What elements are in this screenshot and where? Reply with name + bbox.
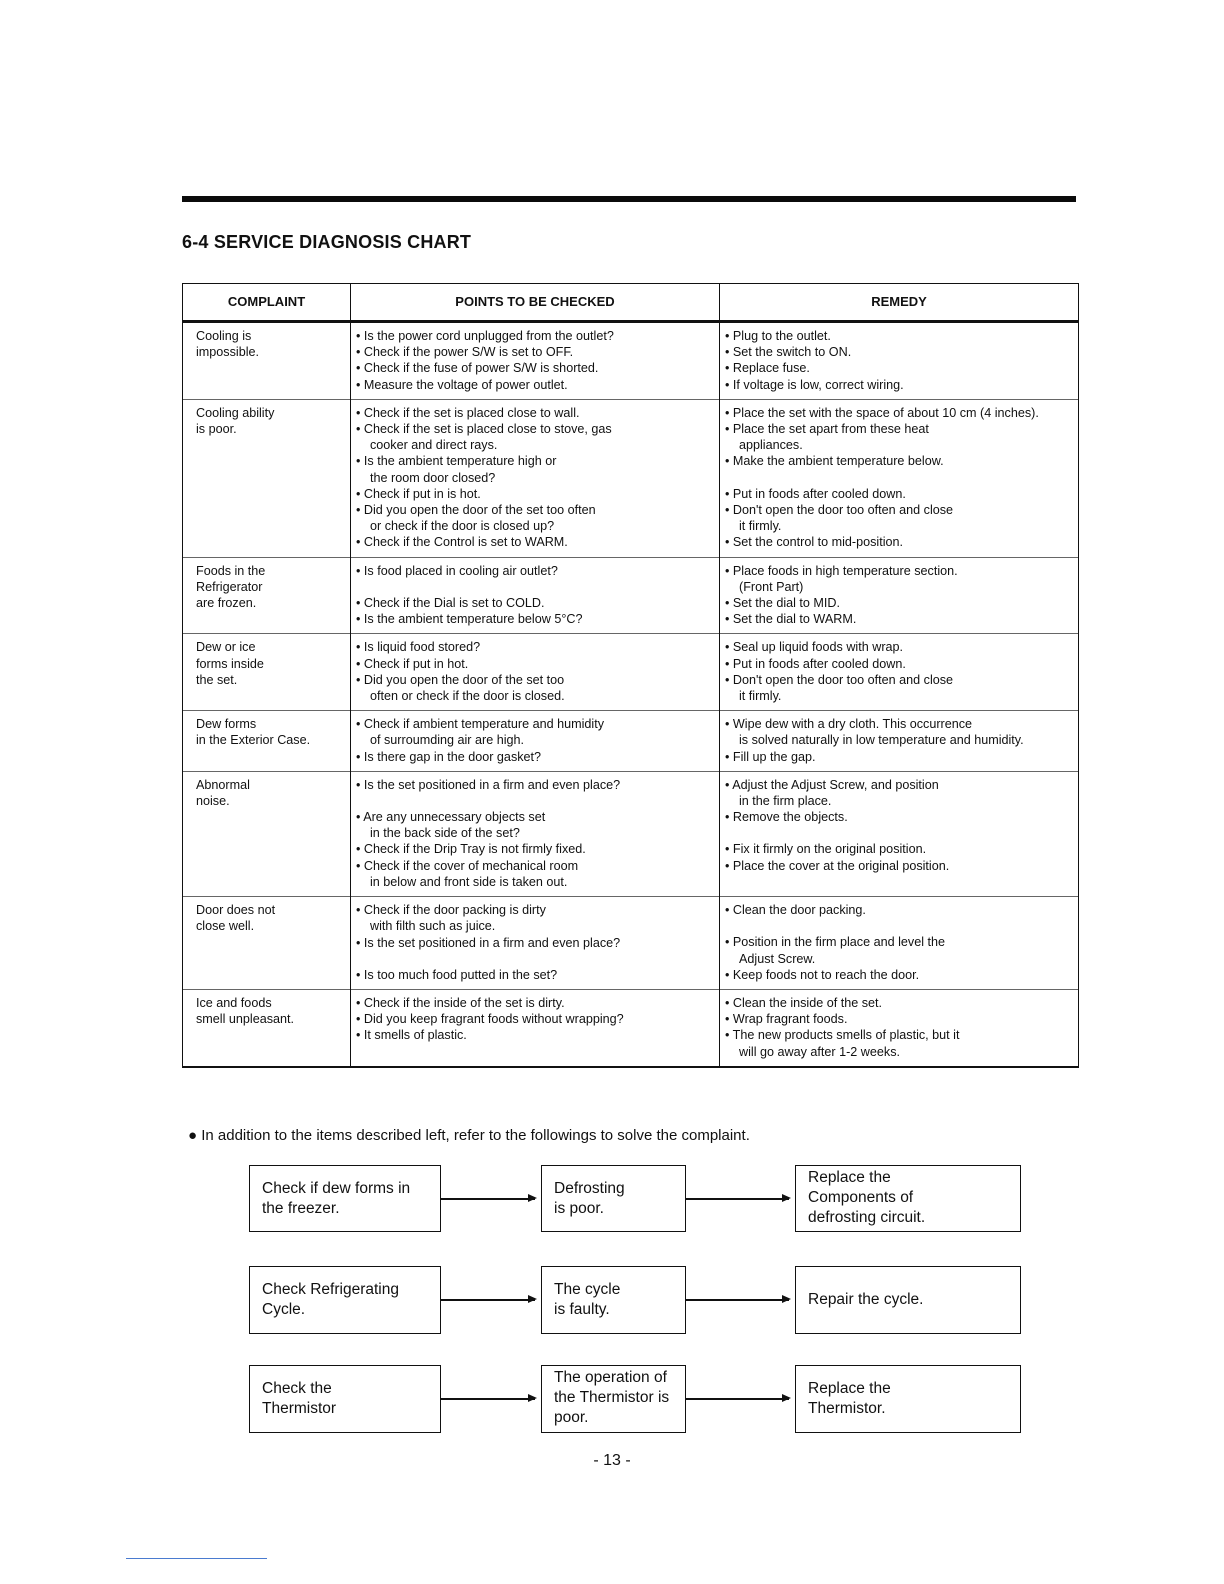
remedy-line: • Plug to the outlet.: [725, 329, 831, 343]
points-cell: [351, 557, 720, 634]
table-row: [183, 634, 1079, 711]
remedy-line: • Place foods in high temperature section.: [725, 563, 958, 578]
check-box-line: Check the: [262, 1380, 332, 1397]
remedy-line: • Put in foods after cooled down.: [725, 486, 906, 501]
complaint-line: smell unpleasant.: [196, 1012, 295, 1027]
remedy-line: • Set the switch to ON.: [725, 345, 852, 360]
remedy-line: • Set the control to mid-position.: [725, 535, 904, 550]
table-row: [183, 771, 1079, 896]
complaint-cell: [183, 634, 351, 711]
check-box: [249, 1365, 441, 1433]
remedy-line: [725, 825, 1072, 841]
points-line: • Is the ambient temperature below 5°C?: [356, 612, 583, 627]
points-line: • Check if the cover of mechanical room: [356, 858, 579, 873]
header-remedy: REMEDY: [720, 284, 1079, 322]
points-line: • Is the ambient temperature high or: [356, 454, 557, 469]
remedy-line: Adjust Screw.: [739, 951, 816, 966]
complaint-line: Cooling ability: [196, 405, 275, 420]
remedy-box-line: Replace the: [808, 1380, 891, 1397]
cause-box-line: poor.: [554, 1409, 589, 1426]
points-line: the room door closed?: [370, 470, 496, 485]
complaint-cell: [183, 557, 351, 634]
points-line: • Check if the fuse of power S/W is shorted.: [356, 361, 599, 376]
points-line: • It smells of plastic.: [356, 1028, 467, 1043]
table-row: [183, 322, 1079, 400]
check-box-line: Cycle.: [262, 1301, 306, 1318]
remedy-line: • Position in the firm place and level the: [725, 935, 946, 950]
complaint-cell: [183, 897, 351, 990]
table-row: [183, 399, 1079, 557]
complaint-line: Refrigerator: [196, 579, 263, 594]
remedy-line: • Keep foods not to reach the door.: [725, 967, 920, 982]
remedy-line: • Put in foods after cooled down.: [725, 656, 906, 671]
points-line: [356, 793, 713, 809]
remedy-line: • Set the dial to WARM.: [725, 612, 857, 627]
table-row: [183, 897, 1079, 990]
points-line: • Did you open the door of the set too often: [356, 503, 596, 518]
points-line: • Check if the Drip Tray is not firmly fixed.: [356, 842, 586, 857]
points-line: • Is too much food putted in the set?: [356, 967, 558, 982]
flow-arrow: [441, 1198, 535, 1200]
flow-arrow: [441, 1299, 535, 1301]
points-line: often or check if the door is closed.: [370, 689, 565, 704]
points-line: • Did you open the door of the set too: [356, 672, 565, 687]
remedy-box-line: Replace the: [808, 1169, 891, 1186]
complaint-line: is poor.: [196, 422, 237, 437]
complaint-line: noise.: [196, 794, 230, 809]
remedy-line: it firmly.: [739, 519, 782, 534]
complaint-line: Dew forms: [196, 717, 257, 732]
flow-arrow: [686, 1198, 789, 1200]
check-box-line: Check if dew forms in: [262, 1179, 411, 1197]
remedy-box-line: Components of: [808, 1189, 914, 1206]
cause-box-line: the Thermistor is: [554, 1389, 670, 1406]
points-line: • Is there gap in the door gasket?: [356, 749, 542, 764]
flow-arrow: [441, 1398, 535, 1400]
points-cell: [351, 711, 720, 772]
note-text: ● In addition to the items described left, refer to the followings to solve the complaint.: [188, 1127, 750, 1144]
remedy-line: • Place the set with the space of about 10 cm (4 inches).: [725, 405, 1039, 420]
remedy-cell: [720, 322, 1079, 400]
remedy-line: in the firm place.: [739, 794, 832, 809]
section-title: 6-4 SERVICE DIAGNOSIS CHART: [182, 232, 472, 252]
remedy-box: [795, 1165, 1021, 1232]
cause-box-line: The operation of: [554, 1369, 667, 1386]
cause-box-line: Defrosting: [554, 1179, 625, 1197]
remedy-line: • Wipe dew with a dry cloth. This occurrence: [725, 717, 973, 732]
table-row: [183, 711, 1079, 772]
points-line: • Check if the set is placed close to stove, gas: [356, 422, 612, 437]
remedy-line: • Place the set apart from these heat: [725, 422, 929, 437]
complaint-cell: [183, 989, 351, 1066]
complaint-line: Dew or ice: [196, 640, 256, 655]
check-box-line: the freezer.: [262, 1199, 340, 1217]
remedy-line: appliances.: [739, 438, 803, 453]
points-line: with filth such as juice.: [370, 919, 496, 934]
header-complaint: COMPLAINT: [183, 284, 351, 322]
points-line: • Measure the voltage of power outlet.: [356, 377, 568, 392]
complaint-cell: [183, 322, 351, 400]
complaint-line: Ice and foods: [196, 995, 272, 1010]
cause-box-line: is poor.: [554, 1199, 604, 1217]
remedy-line: • Place the cover at the original position.: [725, 858, 950, 873]
remedy-line: • Make the ambient temperature below.: [725, 454, 944, 469]
complaint-line: Door does not: [196, 903, 276, 918]
points-line: • Is the power cord unplugged from the outlet?: [356, 329, 614, 343]
remedy-cell: [720, 557, 1079, 634]
points-line: • Is the set positioned in a firm and even place?: [356, 777, 621, 792]
remedy-line: [725, 470, 1072, 486]
remedy-line: • The new products smells of plastic, but it: [725, 1028, 960, 1043]
remedy-line: • Clean the inside of the set.: [725, 995, 883, 1010]
complaint-line: Abnormal: [196, 777, 250, 792]
remedy-cell: [720, 399, 1079, 557]
points-line: • Check if the power S/W is set to OFF.: [356, 345, 574, 360]
complaint-line: in the Exterior Case.: [196, 733, 311, 748]
points-line: • Did you keep fragrant foods without wrapping?: [356, 1012, 624, 1027]
footer-mark: [126, 1558, 267, 1559]
remedy-line: it firmly.: [739, 689, 782, 704]
remedy-line: • Remove the objects.: [725, 810, 848, 825]
remedy-line: • Wrap fragrant foods.: [725, 1012, 848, 1027]
remedy-line: • Set the dial to MID.: [725, 596, 841, 611]
points-line: • Check if the set is placed close to wall.: [356, 405, 580, 420]
service-diagnosis-table: [182, 283, 1079, 1068]
remedy-box-line: Repair the cycle.: [808, 1291, 924, 1308]
points-cell: [351, 897, 720, 990]
table-row: [183, 557, 1079, 634]
points-line: [356, 951, 713, 967]
cause-box: [541, 1165, 686, 1232]
points-cell: [351, 989, 720, 1066]
page-number: - 13 -: [593, 1452, 631, 1469]
remedy-line: • If voltage is low, correct wiring.: [725, 377, 904, 392]
table-body: [183, 322, 1079, 1067]
remedy-line: • Fill up the gap.: [725, 749, 816, 764]
cause-box-line: The cycle: [554, 1281, 621, 1298]
remedy-line: • Adjust the Adjust Screw, and position: [725, 777, 939, 792]
remedy-cell: [720, 897, 1079, 990]
points-line: • Check if ambient temperature and humidity: [356, 717, 605, 732]
points-line: • Check if the Control is set to WARM.: [356, 535, 568, 550]
remedy-cell: [720, 711, 1079, 772]
points-line: in below and front side is taken out.: [370, 874, 568, 889]
remedy-box: [795, 1266, 1021, 1334]
top-rule: [182, 196, 1076, 202]
points-cell: [351, 322, 720, 400]
table-header-row: [183, 284, 1079, 322]
complaint-line: close well.: [196, 919, 255, 934]
points-cell: [351, 771, 720, 896]
points-line: • Check if the Dial is set to COLD.: [356, 595, 545, 610]
points-line: • Check if put in hot.: [356, 656, 469, 671]
header-points: POINTS TO BE CHECKED: [351, 284, 720, 322]
points-line: of surroumding air are high.: [370, 733, 525, 748]
check-box-line: Thermistor: [262, 1400, 337, 1417]
remedy-cell: [720, 634, 1079, 711]
remedy-cell: [720, 771, 1079, 896]
complaint-line: forms inside: [196, 656, 264, 671]
points-cell: [351, 399, 720, 557]
check-box: [249, 1165, 441, 1232]
remedy-line: • Replace fuse.: [725, 361, 810, 376]
remedy-line: • Don't open the door too often and close: [725, 502, 954, 517]
points-line: cooker and direct rays.: [370, 438, 498, 453]
remedy-box-line: Thermistor.: [808, 1400, 886, 1417]
cause-box-line: is faulty.: [554, 1301, 610, 1318]
remedy-line: • Don't open the door too often and close: [725, 672, 954, 687]
points-line: or check if the door is closed up?: [370, 519, 555, 534]
flow-arrow: [686, 1398, 789, 1400]
points-line: • Is liquid food stored?: [356, 640, 481, 655]
flow-arrow: [686, 1299, 789, 1301]
remedy-line: • Clean the door packing.: [725, 903, 866, 918]
points-line: [356, 579, 713, 595]
remedy-line: • Seal up liquid foods with wrap.: [725, 640, 904, 655]
remedy-line: [725, 918, 1072, 934]
points-line: • Is the set positioned in a firm and even place?: [356, 935, 621, 950]
points-line: in the back side of the set?: [370, 826, 520, 841]
points-line: • Check if the inside of the set is dirty.: [356, 995, 565, 1010]
remedy-box: [795, 1365, 1021, 1433]
complaint-line: Foods in the: [196, 563, 266, 578]
remedy-line: • Fix it firmly on the original position.: [725, 842, 927, 857]
table-row: [183, 989, 1079, 1066]
points-line: • Are any unnecessary objects set: [356, 810, 546, 825]
remedy-line: (Front Part): [739, 579, 804, 594]
remedy-box-line: defrosting circuit.: [808, 1209, 926, 1226]
check-box: [249, 1266, 441, 1334]
complaint-cell: [183, 771, 351, 896]
remedy-cell: [720, 989, 1079, 1066]
complaint-line: the set.: [196, 672, 238, 687]
remedy-line: will go away after 1-2 weeks.: [739, 1044, 900, 1059]
points-line: • Is food placed in cooling air outlet?: [356, 563, 558, 578]
check-box-line: Check Refrigerating: [262, 1281, 399, 1298]
complaint-line: impossible.: [196, 345, 259, 360]
complaint-line: Cooling is: [196, 329, 252, 343]
points-cell: [351, 634, 720, 711]
points-line: • Check if put in is hot.: [356, 486, 481, 501]
cause-box: [541, 1365, 686, 1433]
remedy-line: is solved naturally in low temperature and humidity.: [739, 733, 1024, 748]
complaint-cell: [183, 399, 351, 557]
points-line: • Check if the door packing is dirty: [356, 903, 546, 918]
complaint-cell: [183, 711, 351, 772]
cause-box: [541, 1266, 686, 1334]
complaint-line: are frozen.: [196, 596, 257, 611]
